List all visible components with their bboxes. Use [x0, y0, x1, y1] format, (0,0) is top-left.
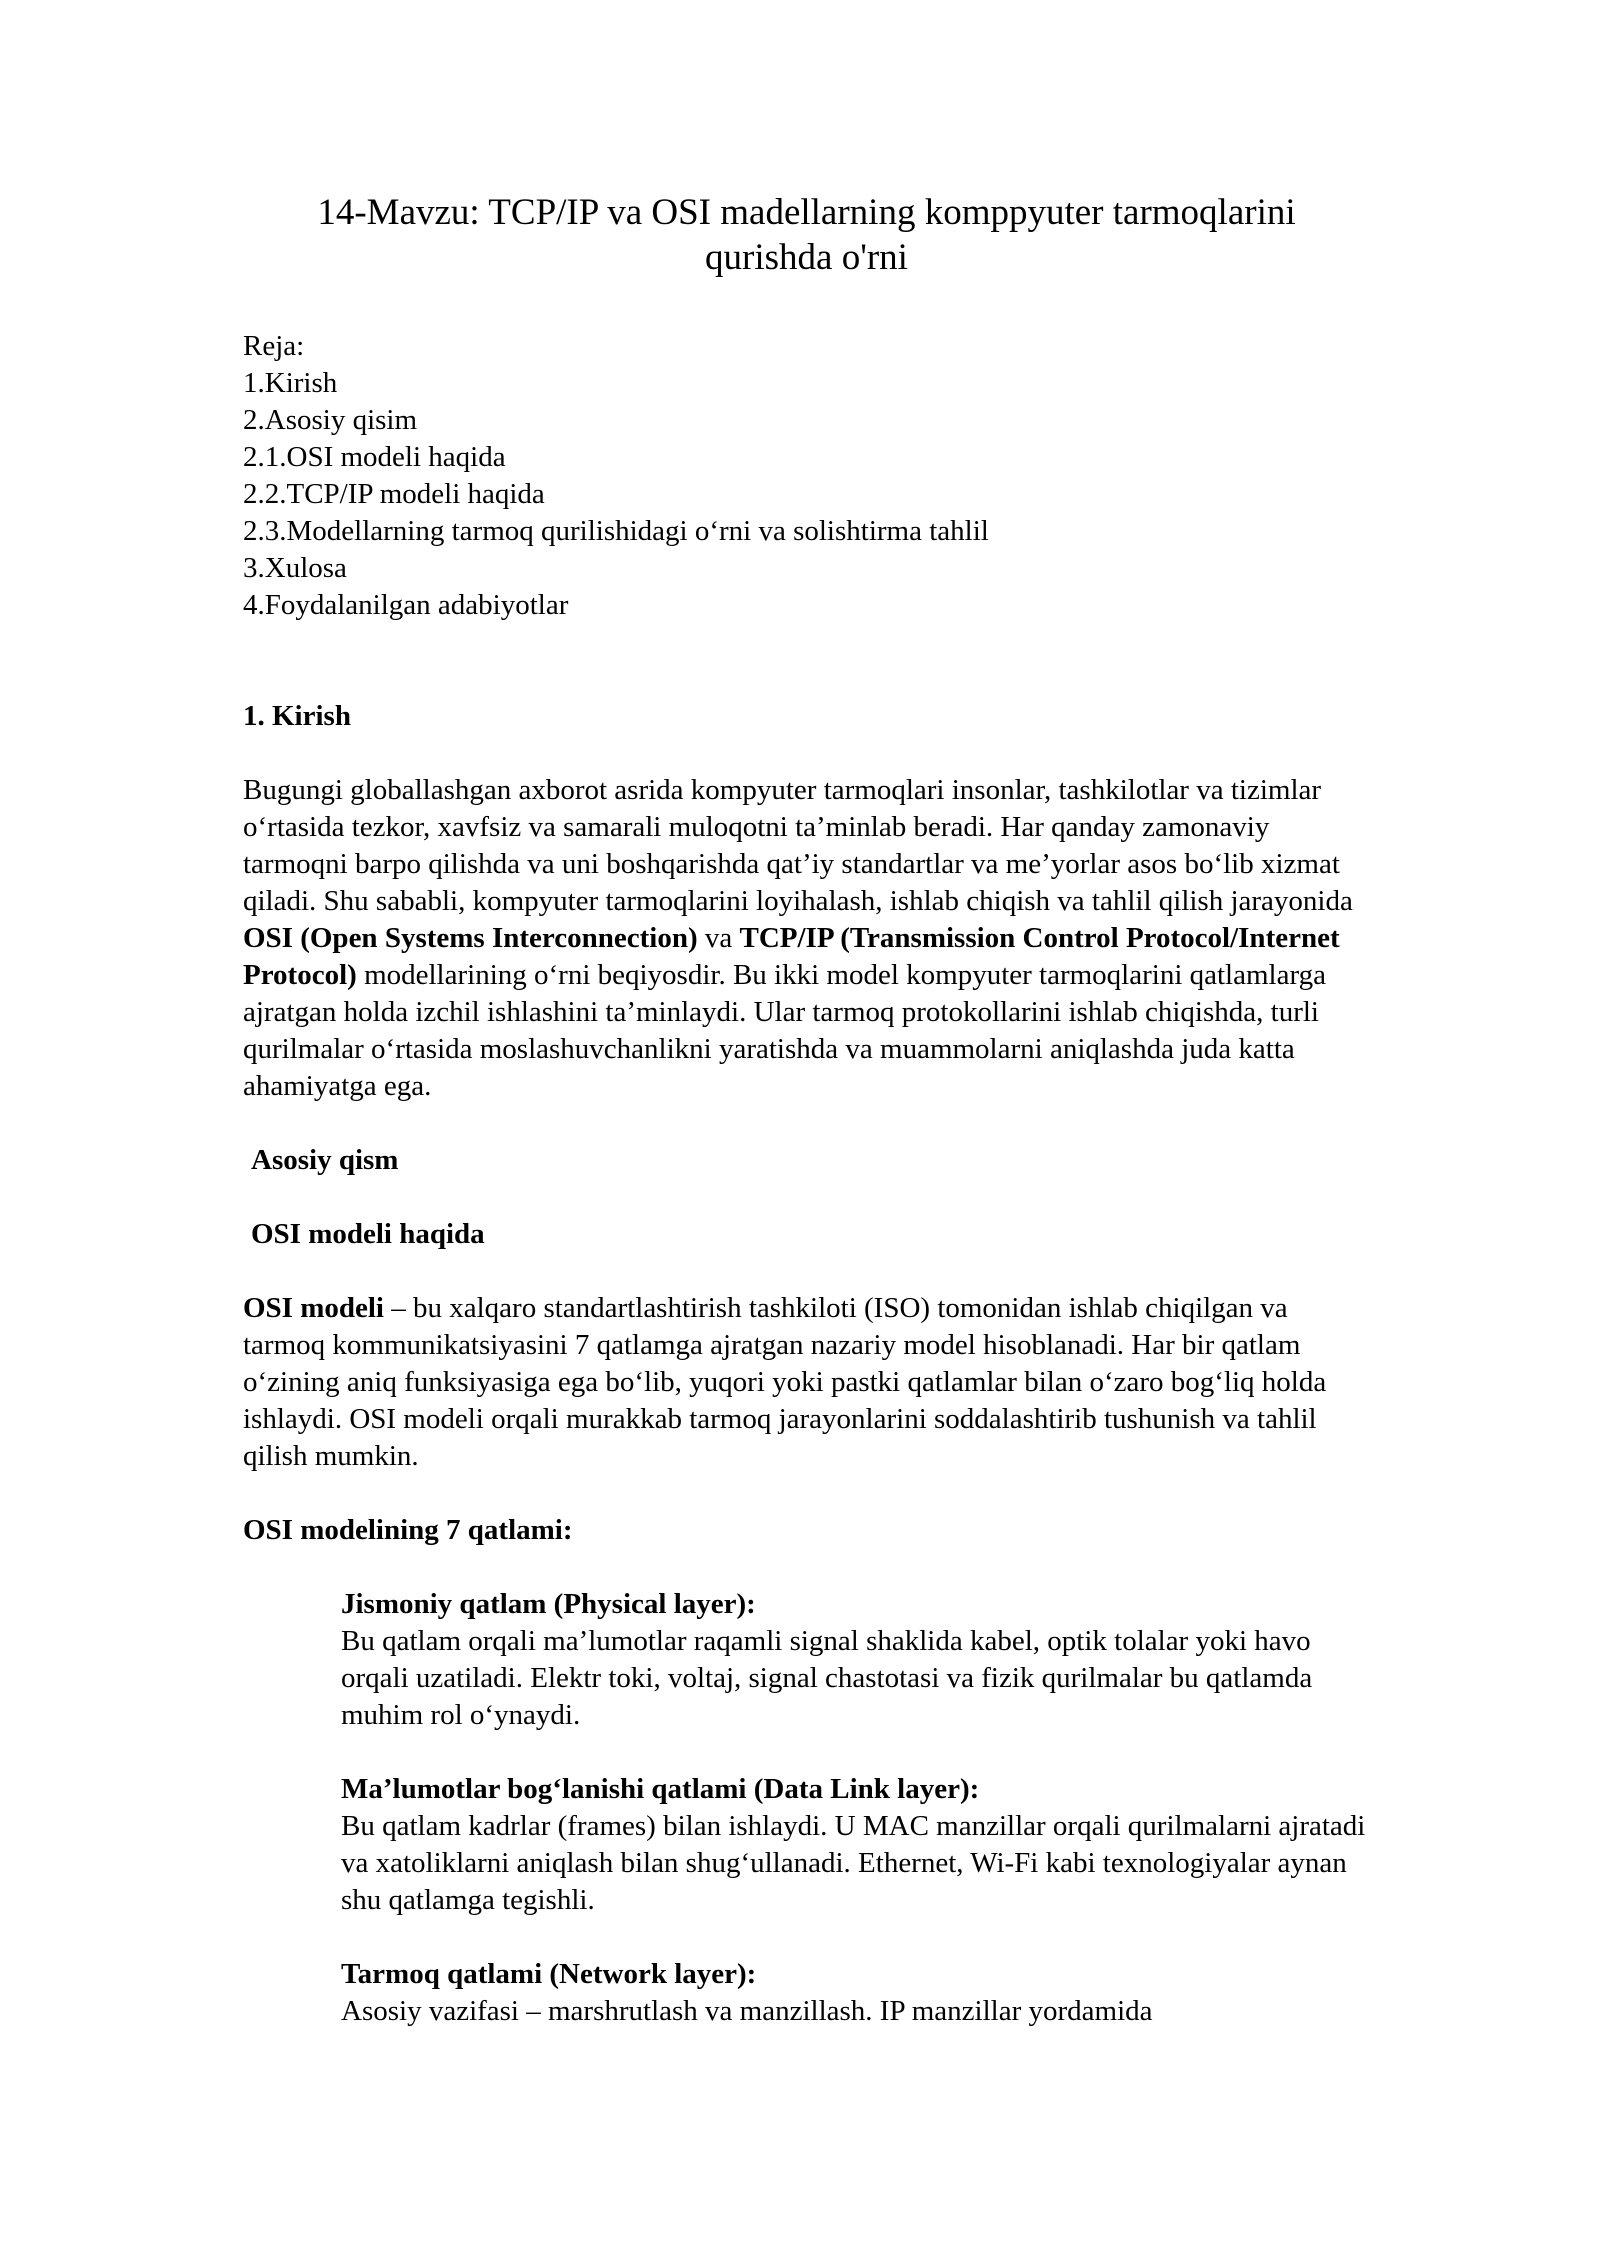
document-title: 14-Mavzu: TCP/IP va OSI madellarning komppyuter tarmoqlarini qurishda o'rni: [317, 192, 1296, 278]
osi-heading: OSI modeli haqida: [251, 1218, 485, 1250]
plan-item: 2.3.Modellarning tarmoq qurilishidagi o‘rni va solishtirma tahlil: [243, 515, 989, 547]
intro-osi-term: OSI (Open Systems Interconnection): [243, 922, 698, 954]
layers-heading: OSI modelining 7 qatlami:: [243, 1514, 573, 1546]
layer-title: Jismoniy qatlam (Physical layer):: [341, 1588, 756, 1620]
layer-text: Bu qatlam orqali ma’lumotlar raqamli signal shaklida kabel, optik tolalar yoki havo orqali uzatiladi. Elektr toki, voltaj, signal chastotasi va fizik qurilmalar bu qatlamda muhim rol o‘ynaydi.: [341, 1625, 1313, 1731]
layer-title: Tarmoq qatlami (Network layer):: [341, 1958, 757, 1990]
layer-text: Asosiy vazifasi – marshrutlash va manzillash. IP manzillar yordamida: [341, 1995, 1153, 2027]
layer-item: [341, 1771, 1370, 1919]
layer-item: [341, 1586, 1370, 1734]
plan-list: [243, 328, 1370, 624]
layer-text: Bu qatlam kadrlar (frames) bilan ishlaydi. U MAC manzillar orqali qurilmalarni ajratadi va xatoliklarni aniqlash bilan shug‘ullanadi. Ethernet, Wi-Fi kabi texnologiyalar aynan shu qatlamga tegishli.: [341, 1810, 1366, 1916]
plan-item: 3.Xulosa: [243, 552, 347, 584]
layer-title: Ma’lumotlar bog‘lanishi qatlami (Data Link layer):: [341, 1773, 980, 1805]
layer-item: [341, 1956, 1370, 2030]
plan-item: 4.Foydalanilgan adabiyotlar: [243, 589, 569, 621]
intro-paragraph: [243, 772, 1370, 1105]
plan-item: 1.Kirish: [243, 367, 338, 399]
osi-term: OSI modeli: [243, 1292, 384, 1324]
intro-heading: 1. Kirish: [243, 700, 351, 732]
intro-text-1: Bugungi globallashgan axborot asrida kompyuter tarmoqlari insonlar, tashkilotlar va tizimlar o‘rtasida tezkor, xavfsiz va samarali muloqotni ta’minlab beradi. Har qanday zamonaviy tarmoqni barpo qilishda va uni boshqarishda qat’iy standartlar va me’yorlar asos bo‘lib xizmat qiladi. Shu sababli, kompyuter tarmoqlarini loyihalash, ishlab chiqish va tahlil qilish jarayonida: [243, 774, 1353, 917]
intro-text-3: modellarining o‘rni beqiyosdir. Bu ikki model kompyuter tarmoqlarini qatlamlarga ajratgan holda izchil ishlashini ta’minlaydi. Ular tarmoq protokollarini ishlab chiqishda, turli qurilmalar o‘rtasida moslashuvchanlikni yaratishda va muammolarni aniqlashda juda katta ahamiyatga ega.: [243, 959, 1326, 1102]
main-heading: Asosiy qism: [251, 1144, 399, 1176]
plan-item: 2.1.OSI modeli haqida: [243, 441, 506, 473]
intro-text-2: va: [697, 922, 740, 954]
osi-paragraph: [243, 1290, 1370, 1475]
osi-text: – bu xalqaro standartlashtirish tashkiloti (ISO) tomonidan ishlab chiqilgan va tarmoq kommunikatsiyasini 7 qatlamga ajratgan nazariy model hisoblanadi. Har bir qatlam o‘zining aniq funksiyasiga ega bo‘lib, yuqori yoki pastki qatlamlar bilan o‘zaro bog‘liq holda ishlaydi. OSI modeli orqali murakkab tarmoq jarayonlarini soddalashtirib tushunish va tahlil qilish mumkin.: [243, 1292, 1327, 1472]
plan-label: Reja:: [243, 330, 305, 362]
plan-item: 2.2.TCP/IP modeli haqida: [243, 478, 545, 510]
plan-item: 2.Asosiy qisim: [243, 404, 418, 436]
intro-tcp-term: TCP/IP (Transmission Control Protocol/Internet Protocol): [243, 922, 1340, 991]
